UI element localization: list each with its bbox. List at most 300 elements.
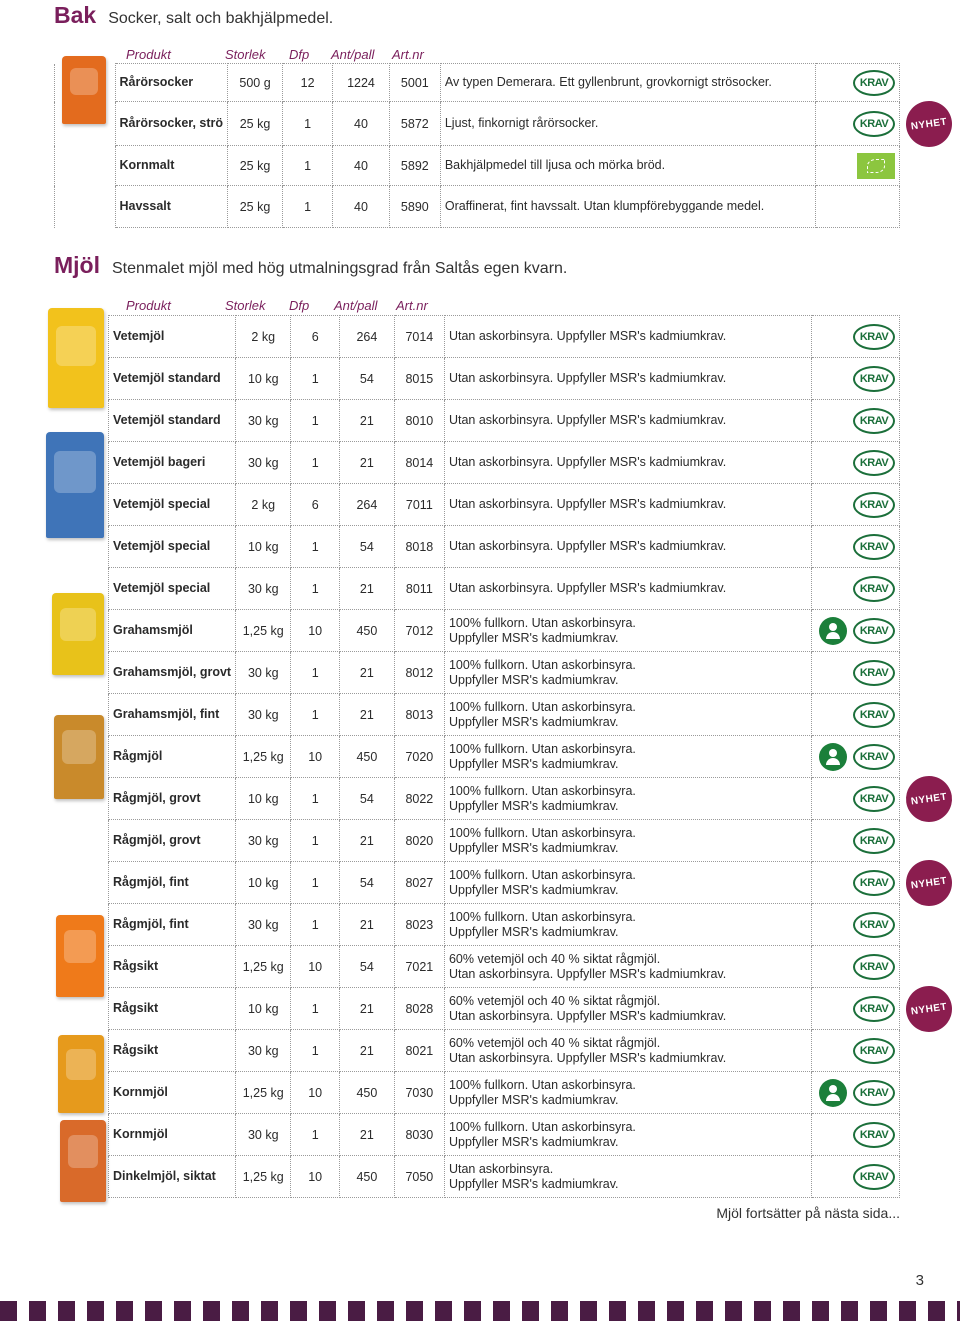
col-head-produkt: Produkt: [126, 298, 171, 313]
product-artnr: 7014: [394, 316, 444, 358]
table-row: [55, 64, 900, 102]
table-row: [109, 946, 900, 988]
photo-cell: [55, 146, 116, 186]
product-antpall: 40: [333, 102, 390, 146]
col-head-storlek: Storlek: [225, 298, 266, 313]
table-row: [109, 652, 900, 694]
product-description: [444, 484, 811, 526]
description-line: 100% fullkorn. Utan askorbinsyra.: [448, 867, 636, 882]
product-dfp: 6: [291, 316, 340, 358]
description-line: Utan askorbinsyra. Uppfyller MSR's kadmiumkrav.: [448, 1008, 727, 1023]
product-description: [444, 358, 811, 400]
description-line: Uppfyller MSR's kadmiumkrav.: [448, 924, 619, 939]
krav-label-icon: KRAV: [853, 1038, 895, 1064]
product-size: 10 kg: [236, 862, 291, 904]
table-row: [109, 316, 900, 358]
product-size: 25 kg: [228, 146, 283, 186]
product-antpall: 21: [340, 904, 395, 946]
krav-label-icon: KRAV: [853, 702, 895, 728]
product-artnr: 8028: [394, 988, 444, 1030]
table-row: [109, 820, 900, 862]
eu-organic-leaf-icon: [857, 153, 895, 179]
product-name: Havssalt: [115, 186, 228, 228]
table-row: [109, 358, 900, 400]
cert-cell: [812, 904, 900, 946]
cert-cell: [812, 1156, 900, 1198]
cert-cell: [812, 652, 900, 694]
product-photo-vetemjol: [48, 308, 104, 408]
krav-label-icon: KRAV: [853, 786, 895, 812]
product-artnr: 7012: [394, 610, 444, 652]
product-description: Av typen Demerara. Ett gyllenbrunt, grovkornigt strösocker.: [440, 64, 815, 102]
product-dfp: 1: [291, 904, 340, 946]
fairtrade-person-icon: [819, 617, 847, 645]
description-line: Uppfyller MSR's kadmiumkrav.: [448, 630, 619, 645]
krav-label-icon: KRAV: [853, 1122, 895, 1148]
product-antpall: 54: [340, 946, 395, 988]
table-row: [55, 102, 900, 146]
product-dfp: 1: [291, 400, 340, 442]
product-artnr: 7050: [394, 1156, 444, 1198]
cert-cell: [812, 1114, 900, 1156]
product-size: 30 kg: [236, 568, 291, 610]
description-line: 60% vetemjöl och 40 % siktat rågmjöl.: [448, 1035, 661, 1050]
product-dfp: 1: [291, 862, 340, 904]
product-description: Ljust, finkornigt rårörsocker.: [440, 102, 815, 146]
product-dfp: 1: [291, 526, 340, 568]
product-artnr: 8011: [394, 568, 444, 610]
product-description: [444, 904, 811, 946]
product-antpall: 1224: [333, 64, 390, 102]
product-size: 10 kg: [236, 526, 291, 568]
photo-cell: [55, 102, 116, 146]
section-subtitle: Stenmalet mjöl med hög utmalningsgrad från Saltås egen kvarn.: [112, 260, 568, 277]
description-line: Uppfyller MSR's kadmiumkrav.: [448, 882, 619, 897]
cert-cell: [812, 400, 900, 442]
mjol-column-headers: [0, 298, 960, 314]
table-row: [109, 526, 900, 568]
cert-cell: [816, 102, 900, 146]
product-antpall: 21: [340, 568, 395, 610]
product-name: Dinkelmjöl, siktat: [109, 1156, 236, 1198]
product-size: 10 kg: [236, 358, 291, 400]
product-description: [444, 442, 811, 484]
product-name: Grahamsmjöl: [109, 610, 236, 652]
nyhet-badge: NYHET: [903, 857, 955, 909]
col-head-artnr: Art.nr: [392, 47, 424, 62]
krav-label-icon: KRAV: [853, 912, 895, 938]
product-description: [444, 400, 811, 442]
section-title: Bak: [54, 2, 97, 28]
product-artnr: 7021: [394, 946, 444, 988]
product-dfp: 1: [291, 442, 340, 484]
product-antpall: 21: [340, 442, 395, 484]
product-antpall: 54: [340, 862, 395, 904]
description-line: Utan askorbinsyra. Uppfyller MSR's kadmiumkrav.: [448, 455, 727, 469]
product-name: Vetemjöl special: [109, 484, 236, 526]
product-size: 30 kg: [236, 400, 291, 442]
product-dfp: 1: [291, 358, 340, 400]
product-size: 2 kg: [236, 484, 291, 526]
product-photo-ragsikt: [56, 915, 104, 997]
krav-label-icon: KRAV: [853, 1164, 895, 1190]
krav-label-icon: KRAV: [853, 576, 895, 602]
description-line: Utan askorbinsyra. Uppfyller MSR's kadmiumkrav.: [448, 581, 727, 595]
product-dfp: 1: [291, 568, 340, 610]
product-artnr: 8030: [394, 1114, 444, 1156]
description-line: Uppfyller MSR's kadmiumkrav.: [448, 714, 619, 729]
product-photo-ragmjol: [54, 715, 104, 799]
cert-cell: [812, 1072, 900, 1114]
product-size: 10 kg: [236, 988, 291, 1030]
product-antpall: 40: [333, 186, 390, 228]
description-line: 100% fullkorn. Utan askorbinsyra.: [448, 1077, 636, 1092]
product-name: Vetemjöl: [109, 316, 236, 358]
product-photo-dinkelmjol: [60, 1120, 106, 1202]
product-description: [444, 820, 811, 862]
product-size: 1,25 kg: [236, 1156, 291, 1198]
product-photo-vetemjol-special: [46, 432, 104, 538]
description-line: Uppfyller MSR's kadmiumkrav.: [448, 840, 619, 855]
product-size: 30 kg: [236, 442, 291, 484]
product-description: [444, 694, 811, 736]
product-antpall: 54: [340, 358, 395, 400]
table-row: [109, 1156, 900, 1198]
table-row: [109, 1114, 900, 1156]
krav-label-icon: KRAV: [853, 870, 895, 896]
description-line: 100% fullkorn. Utan askorbinsyra.: [448, 741, 636, 756]
description-line: Uppfyller MSR's kadmiumkrav.: [448, 798, 619, 813]
cert-cell: [812, 358, 900, 400]
product-dfp: 1: [283, 102, 333, 146]
product-size: 25 kg: [228, 102, 283, 146]
product-artnr: 8021: [394, 1030, 444, 1072]
cert-cell: [812, 694, 900, 736]
product-description: [444, 526, 811, 568]
nyhet-badge: NYHET: [903, 983, 955, 1035]
product-description: [444, 652, 811, 694]
krav-label-icon: KRAV: [853, 534, 895, 560]
product-artnr: 8015: [394, 358, 444, 400]
krav-label-icon: KRAV: [853, 618, 895, 644]
product-description: [444, 736, 811, 778]
product-antpall: 21: [340, 988, 395, 1030]
product-dfp: 1: [291, 820, 340, 862]
product-artnr: 8027: [394, 862, 444, 904]
description-line: 100% fullkorn. Utan askorbinsyra.: [448, 657, 636, 672]
cert-cell: [812, 316, 900, 358]
product-name: Vetemjöl special: [109, 526, 236, 568]
col-head-dfp: Dfp: [289, 47, 310, 62]
product-description: Bakhjälpmedel till ljusa och mörka bröd.: [440, 146, 815, 186]
cert-cell: [812, 988, 900, 1030]
product-artnr: 7011: [394, 484, 444, 526]
cert-cell: [812, 442, 900, 484]
product-antpall: 54: [340, 526, 395, 568]
cert-cell: [812, 526, 900, 568]
cert-cell: [812, 1030, 900, 1072]
bak-column-headers: [0, 47, 960, 63]
product-size: 1,25 kg: [236, 1072, 291, 1114]
cert-cell: [816, 186, 900, 228]
product-artnr: 5892: [389, 146, 440, 186]
product-description: [444, 568, 811, 610]
product-name: Rågmjöl: [109, 736, 236, 778]
product-name: Rårörsocker, strö: [115, 102, 228, 146]
section-title: Mjöl: [54, 252, 100, 278]
product-description: [444, 1030, 811, 1072]
product-name: Kornmjöl: [109, 1072, 236, 1114]
table-row: [109, 988, 900, 1030]
product-artnr: 5001: [389, 64, 440, 102]
product-name: Kornmjöl: [109, 1114, 236, 1156]
product-name: Rågsikt: [109, 1030, 236, 1072]
product-size: 30 kg: [236, 652, 291, 694]
description-line: Utan askorbinsyra. Uppfyller MSR's kadmiumkrav.: [448, 966, 727, 981]
product-name: Rågmjöl, fint: [109, 862, 236, 904]
krav-label-icon: KRAV: [853, 996, 895, 1022]
col-head-antpall: Ant/pall: [331, 47, 375, 62]
description-line: Utan askorbinsyra. Uppfyller MSR's kadmiumkrav.: [448, 497, 727, 511]
krav-label-icon: KRAV: [853, 744, 895, 770]
cert-cell: [816, 146, 900, 186]
product-dfp: 10: [291, 610, 340, 652]
decorative-strip: [0, 1301, 960, 1321]
description-line: Utan askorbinsyra. Uppfyller MSR's kadmiumkrav.: [448, 1050, 727, 1065]
description-line: 100% fullkorn. Utan askorbinsyra.: [448, 1119, 636, 1134]
product-antpall: 450: [340, 610, 395, 652]
description-line: 60% vetemjöl och 40 % siktat rågmjöl.: [448, 951, 661, 966]
table-row: [109, 778, 900, 820]
table-row: [55, 146, 900, 186]
product-name: Rågmjöl, fint: [109, 904, 236, 946]
mjol-section-header: [54, 252, 567, 279]
product-description: [444, 1072, 811, 1114]
section-subtitle: Socker, salt och bakhjälpmedel.: [108, 10, 334, 27]
cert-cell: [816, 64, 900, 102]
product-antpall: 264: [340, 484, 395, 526]
product-antpall: 21: [340, 652, 395, 694]
description-line: Uppfyller MSR's kadmiumkrav.: [448, 1092, 619, 1107]
product-name: Vetemjöl special: [109, 568, 236, 610]
product-antpall: 21: [340, 1114, 395, 1156]
product-photo-grahamsmjol: [52, 593, 104, 675]
description-line: Uppfyller MSR's kadmiumkrav.: [448, 756, 619, 771]
product-size: 1,25 kg: [236, 736, 291, 778]
nyhet-badge: NYHET: [903, 773, 955, 825]
table-row: [109, 442, 900, 484]
fairtrade-person-icon: [819, 1079, 847, 1107]
description-line: Uppfyller MSR's kadmiumkrav.: [448, 1134, 619, 1149]
description-line: 100% fullkorn. Utan askorbinsyra.: [448, 783, 636, 798]
product-antpall: 21: [340, 694, 395, 736]
product-antpall: 21: [340, 1030, 395, 1072]
product-size: 30 kg: [236, 694, 291, 736]
product-description: [444, 988, 811, 1030]
product-antpall: 21: [340, 820, 395, 862]
product-dfp: 1: [291, 652, 340, 694]
product-description: [444, 1156, 811, 1198]
product-dfp: 1: [291, 778, 340, 820]
table-row: [109, 1030, 900, 1072]
product-artnr: 8023: [394, 904, 444, 946]
description-line: Utan askorbinsyra. Uppfyller MSR's kadmiumkrav.: [448, 371, 727, 385]
fairtrade-person-icon: [819, 743, 847, 771]
product-dfp: 10: [291, 736, 340, 778]
page-number: 3: [915, 1272, 924, 1289]
product-size: 1,25 kg: [236, 610, 291, 652]
cert-cell: [812, 778, 900, 820]
bak-table: [54, 63, 900, 228]
product-name: Rågsikt: [109, 988, 236, 1030]
product-size: 500 g: [228, 64, 283, 102]
product-dfp: 10: [291, 946, 340, 988]
product-dfp: 1: [283, 186, 333, 228]
product-size: 2 kg: [236, 316, 291, 358]
description-line: Uppfyller MSR's kadmiumkrav.: [448, 1176, 619, 1191]
photo-cell: [55, 64, 116, 102]
table-row: [109, 1072, 900, 1114]
product-artnr: 5890: [389, 186, 440, 228]
table-row: [109, 862, 900, 904]
photo-cell: [55, 186, 116, 228]
nyhet-badge: NYHET: [903, 98, 955, 150]
krav-label-icon: KRAV: [853, 1080, 895, 1106]
cert-cell: [812, 568, 900, 610]
product-description: [444, 778, 811, 820]
product-name: Rårörsocker: [115, 64, 228, 102]
product-description: Oraffinerat, fint havssalt. Utan klumpförebyggande medel.: [440, 186, 815, 228]
product-antpall: 450: [340, 736, 395, 778]
product-artnr: 8018: [394, 526, 444, 568]
product-antpall: 54: [340, 778, 395, 820]
table-row: [109, 400, 900, 442]
product-antpall: 450: [340, 1156, 395, 1198]
product-name: Rågmjöl, grovt: [109, 778, 236, 820]
product-size: 30 kg: [236, 820, 291, 862]
krav-label-icon: KRAV: [853, 492, 895, 518]
table-row: [109, 904, 900, 946]
table-row: [109, 484, 900, 526]
table-row: [55, 186, 900, 228]
col-head-antpall: Ant/pall: [334, 298, 378, 313]
description-line: 100% fullkorn. Utan askorbinsyra.: [448, 615, 636, 630]
product-name: Rågsikt: [109, 946, 236, 988]
product-artnr: 8010: [394, 400, 444, 442]
mjol-table: [108, 315, 900, 1198]
description-line: Utan askorbinsyra.: [448, 1161, 554, 1176]
product-dfp: 6: [291, 484, 340, 526]
product-artnr: 7030: [394, 1072, 444, 1114]
cert-cell: [812, 484, 900, 526]
product-artnr: 8014: [394, 442, 444, 484]
product-artnr: 5872: [389, 102, 440, 146]
product-dfp: 10: [291, 1072, 340, 1114]
product-description: [444, 316, 811, 358]
krav-label-icon: KRAV: [853, 954, 895, 980]
description-line: Utan askorbinsyra. Uppfyller MSR's kadmiumkrav.: [448, 413, 727, 427]
product-description: [444, 1114, 811, 1156]
product-artnr: 8013: [394, 694, 444, 736]
product-size: 25 kg: [228, 186, 283, 228]
krav-label-icon: KRAV: [853, 450, 895, 476]
product-description: [444, 610, 811, 652]
product-name: Vetemjöl standard: [109, 400, 236, 442]
product-dfp: 1: [291, 1114, 340, 1156]
product-name: Grahamsmjöl, grovt: [109, 652, 236, 694]
description-line: 100% fullkorn. Utan askorbinsyra.: [448, 909, 636, 924]
product-artnr: 7020: [394, 736, 444, 778]
col-head-produkt: Produkt: [126, 47, 171, 62]
table-row: [109, 568, 900, 610]
table-row: [109, 610, 900, 652]
product-artnr: 8020: [394, 820, 444, 862]
product-artnr: 8012: [394, 652, 444, 694]
product-artnr: 8022: [394, 778, 444, 820]
description-line: 100% fullkorn. Utan askorbinsyra.: [448, 825, 636, 840]
table-row: [109, 736, 900, 778]
cert-cell: [812, 820, 900, 862]
product-antpall: 264: [340, 316, 395, 358]
col-head-dfp: Dfp: [289, 298, 310, 313]
description-line: 60% vetemjöl och 40 % siktat rågmjöl.: [448, 993, 661, 1008]
product-size: 30 kg: [236, 904, 291, 946]
krav-label-icon: KRAV: [853, 366, 895, 392]
krav-label-icon: KRAV: [853, 408, 895, 434]
krav-label-icon: KRAV: [853, 70, 895, 96]
product-antpall: 40: [333, 146, 390, 186]
product-name: Grahamsmjöl, fint: [109, 694, 236, 736]
product-dfp: 12: [283, 64, 333, 102]
krav-label-icon: KRAV: [853, 828, 895, 854]
product-name: Rågmjöl, grovt: [109, 820, 236, 862]
continues-note: Mjöl fortsätter på nästa sida...: [716, 1205, 900, 1221]
description-line: 100% fullkorn. Utan askorbinsyra.: [448, 699, 636, 714]
product-name: Kornmalt: [115, 146, 228, 186]
product-description: [444, 862, 811, 904]
product-dfp: 1: [291, 694, 340, 736]
product-size: 30 kg: [236, 1030, 291, 1072]
product-antpall: 21: [340, 400, 395, 442]
product-dfp: 1: [283, 146, 333, 186]
col-head-storlek: Storlek: [225, 47, 266, 62]
product-antpall: 450: [340, 1072, 395, 1114]
krav-label-icon: KRAV: [853, 111, 895, 137]
product-size: 10 kg: [236, 778, 291, 820]
product-name: Vetemjöl bageri: [109, 442, 236, 484]
product-dfp: 10: [291, 1156, 340, 1198]
table-row: [109, 694, 900, 736]
cert-cell: [812, 610, 900, 652]
product-dfp: 1: [291, 1030, 340, 1072]
product-description: [444, 946, 811, 988]
col-head-artnr: Art.nr: [396, 298, 428, 313]
product-size: 1,25 kg: [236, 946, 291, 988]
product-size: 30 kg: [236, 1114, 291, 1156]
product-photo-kornmjol: [58, 1035, 104, 1113]
krav-label-icon: KRAV: [853, 324, 895, 350]
description-line: Uppfyller MSR's kadmiumkrav.: [448, 672, 619, 687]
cert-cell: [812, 736, 900, 778]
description-line: Utan askorbinsyra. Uppfyller MSR's kadmiumkrav.: [448, 329, 727, 343]
bak-section-header: [54, 2, 333, 29]
cert-cell: [812, 862, 900, 904]
cert-cell: [812, 946, 900, 988]
krav-label-icon: KRAV: [853, 660, 895, 686]
product-dfp: 1: [291, 988, 340, 1030]
description-line: Utan askorbinsyra. Uppfyller MSR's kadmiumkrav.: [448, 539, 727, 553]
product-name: Vetemjöl standard: [109, 358, 236, 400]
